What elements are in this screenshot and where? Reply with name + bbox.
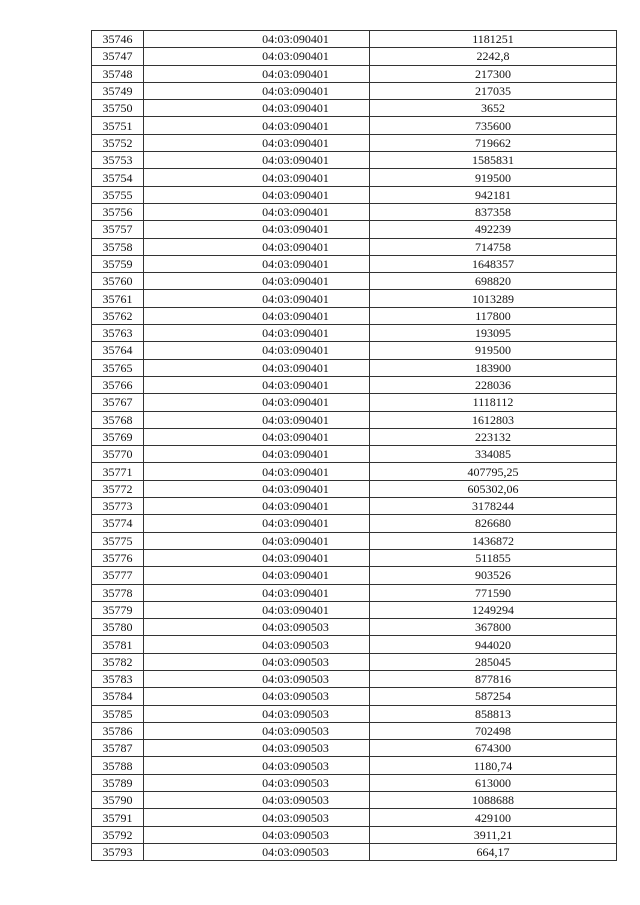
table-row [92,169,617,186]
cell-cadastral-code: 04:03:090401 [144,446,370,463]
cell-row-number: 35780 [92,619,144,636]
cell-value: 877816 [370,670,617,687]
cell-cadastral-code: 04:03:090401 [144,221,370,238]
cell-cadastral-code: 04:03:090401 [144,549,370,566]
cell-value: 407795,25 [370,463,617,480]
table-row [92,757,617,774]
cell-cadastral-code: 04:03:090401 [144,394,370,411]
table-row [92,359,617,376]
table-row [92,705,617,722]
cell-cadastral-code: 04:03:090401 [144,601,370,618]
cell-value: 698820 [370,273,617,290]
table-row [92,653,617,670]
cell-cadastral-code: 04:03:090401 [144,48,370,65]
table-row [92,342,617,359]
cell-row-number: 35789 [92,774,144,791]
cell-cadastral-code: 04:03:090401 [144,186,370,203]
cell-cadastral-code: 04:03:090401 [144,359,370,376]
cell-row-number: 35791 [92,809,144,826]
table-row [92,376,617,393]
cell-row-number: 35784 [92,688,144,705]
cell-row-number: 35792 [92,826,144,843]
cell-row-number: 35773 [92,498,144,515]
cell-value: 837358 [370,203,617,220]
cell-value: 719662 [370,134,617,151]
cell-value: 3178244 [370,498,617,515]
cell-value: 1648357 [370,255,617,272]
cell-row-number: 35766 [92,376,144,393]
cell-value: 674300 [370,740,617,757]
table-row [92,255,617,272]
table-row [92,221,617,238]
cell-row-number: 35785 [92,705,144,722]
cell-value: 587254 [370,688,617,705]
cell-cadastral-code: 04:03:090401 [144,31,370,48]
table-row [92,722,617,739]
cell-value: 193095 [370,325,617,342]
cell-cadastral-code: 04:03:090503 [144,809,370,826]
table-row [92,515,617,532]
cell-cadastral-code: 04:03:090503 [144,653,370,670]
table-row [92,31,617,48]
table-row [92,480,617,497]
cell-row-number: 35757 [92,221,144,238]
table-row [92,186,617,203]
cell-cadastral-code: 04:03:090401 [144,255,370,272]
cell-value: 3911,21 [370,826,617,843]
cell-cadastral-code: 04:03:090503 [144,705,370,722]
table-row [92,394,617,411]
cell-cadastral-code: 04:03:090401 [144,134,370,151]
table-row [92,446,617,463]
table-row [92,792,617,809]
table-row [92,619,617,636]
cell-cadastral-code: 04:03:090401 [144,117,370,134]
cell-row-number: 35751 [92,117,144,134]
cell-row-number: 35772 [92,480,144,497]
table-row [92,203,617,220]
cell-value: 664,17 [370,843,617,860]
data-table [91,30,617,861]
cell-value: 1088688 [370,792,617,809]
cell-row-number: 35787 [92,740,144,757]
cell-cadastral-code: 04:03:090503 [144,636,370,653]
table-row [92,134,617,151]
cell-cadastral-code: 04:03:090503 [144,688,370,705]
cell-cadastral-code: 04:03:090401 [144,584,370,601]
cell-value: 735600 [370,117,617,134]
cell-value: 858813 [370,705,617,722]
cell-cadastral-code: 04:03:090401 [144,273,370,290]
cell-value: 919500 [370,169,617,186]
cell-row-number: 35759 [92,255,144,272]
cell-value: 919500 [370,342,617,359]
cell-row-number: 35750 [92,100,144,117]
table-body [92,31,617,861]
cell-row-number: 35775 [92,532,144,549]
table-row [92,152,617,169]
cell-row-number: 35761 [92,290,144,307]
cell-cadastral-code: 04:03:090401 [144,100,370,117]
cell-cadastral-code: 04:03:090401 [144,169,370,186]
cell-cadastral-code: 04:03:090503 [144,792,370,809]
cell-value: 1118112 [370,394,617,411]
cell-row-number: 35752 [92,134,144,151]
cell-value: 285045 [370,653,617,670]
cell-value: 1585831 [370,152,617,169]
cell-cadastral-code: 04:03:090401 [144,463,370,480]
cell-cadastral-code: 04:03:090503 [144,670,370,687]
table-row [92,65,617,82]
table-row [92,82,617,99]
table-row [92,273,617,290]
cell-value: 223132 [370,428,617,445]
cell-row-number: 35770 [92,446,144,463]
cell-row-number: 35753 [92,152,144,169]
cell-cadastral-code: 04:03:090503 [144,740,370,757]
cell-row-number: 35778 [92,584,144,601]
cell-value: 826680 [370,515,617,532]
cell-row-number: 35768 [92,411,144,428]
cell-row-number: 35764 [92,342,144,359]
cell-cadastral-code: 04:03:090503 [144,757,370,774]
cell-cadastral-code: 04:03:090401 [144,325,370,342]
cell-value: 1249294 [370,601,617,618]
cell-cadastral-code: 04:03:090401 [144,498,370,515]
cell-value: 183900 [370,359,617,376]
cell-row-number: 35758 [92,238,144,255]
cell-value: 714758 [370,238,617,255]
table-row [92,532,617,549]
cell-cadastral-code: 04:03:090401 [144,82,370,99]
cell-row-number: 35755 [92,186,144,203]
cell-row-number: 35793 [92,843,144,860]
cell-cadastral-code: 04:03:090503 [144,774,370,791]
cell-cadastral-code: 04:03:090503 [144,826,370,843]
cell-row-number: 35760 [92,273,144,290]
cell-row-number: 35765 [92,359,144,376]
cell-value: 367800 [370,619,617,636]
cell-value: 1181251 [370,31,617,48]
table-row [92,48,617,65]
cell-row-number: 35771 [92,463,144,480]
table-row [92,809,617,826]
cell-row-number: 35767 [92,394,144,411]
cell-value: 1436872 [370,532,617,549]
cell-value: 334085 [370,446,617,463]
cell-cadastral-code: 04:03:090401 [144,65,370,82]
cell-value: 1013289 [370,290,617,307]
cell-row-number: 35769 [92,428,144,445]
cell-cadastral-code: 04:03:090401 [144,342,370,359]
table-row [92,498,617,515]
cell-value: 605302,06 [370,480,617,497]
cell-value: 429100 [370,809,617,826]
cell-value: 1180,74 [370,757,617,774]
table-row [92,100,617,117]
cell-value: 217300 [370,65,617,82]
table-row [92,688,617,705]
cell-row-number: 35756 [92,203,144,220]
cell-cadastral-code: 04:03:090503 [144,843,370,860]
cell-value: 944020 [370,636,617,653]
table-row [92,740,617,757]
cell-row-number: 35754 [92,169,144,186]
table-row [92,584,617,601]
table-row [92,428,617,445]
cell-row-number: 35748 [92,65,144,82]
cell-value: 117800 [370,307,617,324]
cell-cadastral-code: 04:03:090401 [144,376,370,393]
table-row [92,307,617,324]
cell-cadastral-code: 04:03:090401 [144,152,370,169]
cell-cadastral-code: 04:03:090401 [144,307,370,324]
cell-row-number: 35790 [92,792,144,809]
cell-value: 217035 [370,82,617,99]
table-row [92,774,617,791]
table-row [92,290,617,307]
cell-cadastral-code: 04:03:090401 [144,515,370,532]
cell-cadastral-code: 04:03:090401 [144,480,370,497]
table-row [92,549,617,566]
cell-value: 228036 [370,376,617,393]
cell-value: 942181 [370,186,617,203]
cell-row-number: 35782 [92,653,144,670]
cell-cadastral-code: 04:03:090401 [144,428,370,445]
cell-row-number: 35783 [92,670,144,687]
cell-cadastral-code: 04:03:090401 [144,567,370,584]
cell-value: 702498 [370,722,617,739]
table-row [92,601,617,618]
cell-cadastral-code: 04:03:090401 [144,290,370,307]
cell-value: 903526 [370,567,617,584]
cell-row-number: 35788 [92,757,144,774]
table-row [92,843,617,860]
table-row [92,670,617,687]
cell-row-number: 35781 [92,636,144,653]
cell-row-number: 35762 [92,307,144,324]
cell-cadastral-code: 04:03:090503 [144,619,370,636]
cell-row-number: 35746 [92,31,144,48]
table-row [92,463,617,480]
cell-value: 3652 [370,100,617,117]
cell-row-number: 35749 [92,82,144,99]
cell-cadastral-code: 04:03:090401 [144,411,370,428]
cell-row-number: 35763 [92,325,144,342]
cell-row-number: 35786 [92,722,144,739]
table-row [92,636,617,653]
cell-row-number: 35747 [92,48,144,65]
cell-row-number: 35779 [92,601,144,618]
table-row [92,567,617,584]
cell-value: 1612803 [370,411,617,428]
cell-value: 2242,8 [370,48,617,65]
cell-row-number: 35774 [92,515,144,532]
cell-value: 771590 [370,584,617,601]
cell-cadastral-code: 04:03:090401 [144,532,370,549]
cell-value: 492239 [370,221,617,238]
table-row [92,826,617,843]
cell-row-number: 35776 [92,549,144,566]
table-row [92,411,617,428]
table-row [92,117,617,134]
cell-cadastral-code: 04:03:090503 [144,722,370,739]
cell-cadastral-code: 04:03:090401 [144,203,370,220]
cell-row-number: 35777 [92,567,144,584]
table-row [92,238,617,255]
cell-cadastral-code: 04:03:090401 [144,238,370,255]
cell-value: 511855 [370,549,617,566]
cell-value: 613000 [370,774,617,791]
table-row [92,325,617,342]
